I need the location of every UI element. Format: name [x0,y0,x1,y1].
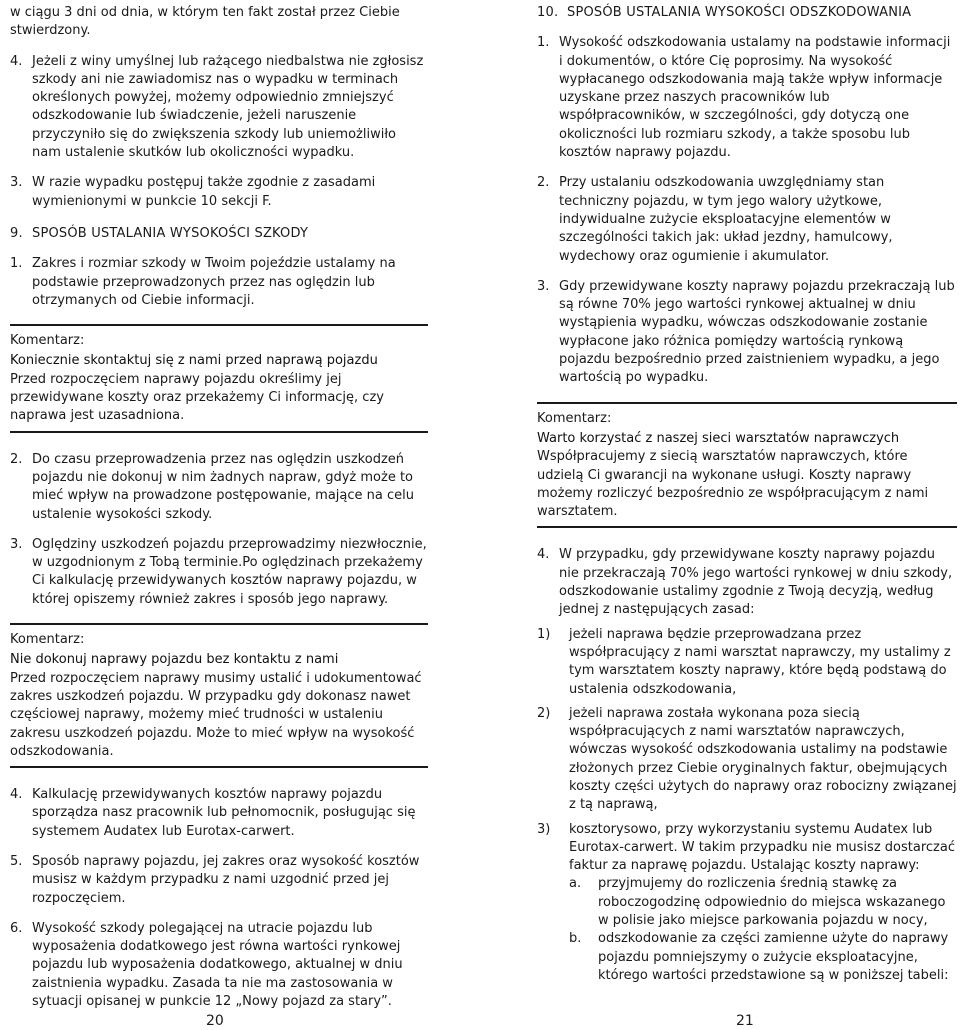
sub-list-item: 3) kosztorysowo, przy wykorzystaniu systemu Audatex lub Eurotax-carwert. W takim przypadku nie musisz dostarczać faktur za naprawę pojazdu. Ustalając koszty naprawy: [537,821,955,874]
sub-sub-list [569,875,957,985]
page-number-right: 21 [736,1013,754,1029]
comment-title: Koniecznie skontaktuj się z nami przed naprawą pojazdu [10,353,378,369]
comment-title: Nie dokonuj naprawy pojazdu bez kontaktu z nami [10,652,339,668]
sub-list-item: 2) jeżeli naprawa została wykonana poza siecią współpracujących z nami warsztatów naprawczych, wówczas wysokość odszkodowania ustalimy na podstawie złożonych przez Ciebie oryginalnych faktur, obejmujących koszty części użytych do naprawy oraz robocizny związanej z tą naprawą, [537,705,957,813]
intro-text: w ciągu 3 dni od dnia, w którym ten fakt został przez Ciebie stwierdzony. [10,5,400,39]
left-column [10,4,428,1023]
comment-box [10,623,428,768]
list-item: 6. Wysokość szkody polegającej na utracie pojazdu lub wyposażenia dodatkowego jest równa wartości rynkowej pojazdu lub wyposażenia dodatkowego, aktualnej w dniu zaistnienia wypadku. Zasada ta nie ma zastosowania w sytuacji opisanej w punkcie 12 „Nowy pojazd za stary”. [10,920,403,1010]
comment-label: Komentarz: [10,632,85,648]
comment-label: Komentarz: [537,410,612,426]
list-item: 4. W przypadku, gdy przewidywane koszty naprawy pojazdu nie przekraczają 70% jego wartości rynkowej w dniu szkody, odszkodowanie ustalimy zgodnie z Twoją decyzją, według jednej z następujących zasad: [537,547,953,618]
list-item: 2. Przy ustalaniu odszkodowania uwzględniamy stan techniczny pojazdu, w tym jego walory użytkowe, indywidualne zużycie eksploatacyjne elementów w szczególności takich jak: układ jezdny, hamulcowy, wydechowy oraz ogumienie i akumulator. [537,175,893,264]
comment-title: Warto korzystać z naszej sieci warsztatów naprawczych [537,430,900,446]
comment-body: Współpracujemy z siecią warsztatów naprawczych, które udzielą Ci gwarancji na wykonane usługi. Koszty naprawy możemy rozliczyć bezpośrednio ze współpracującym z nami warsztatem. [537,449,929,520]
sub-sub-list-item: b. odszkodowanie za części zamienne użyte do naprawy pojazdu pomniejszymy o zużycie eksploatacyjne, którego wartości przedstawione są w poniższej tabeli: [569,931,949,983]
comment-body: Przed rozpoczęciem naprawy pojazdu określimy jej przewidywane koszty oraz przekażemy Ci informację, czy naprawa jest uzasadniona. [10,371,384,424]
list-item: 3. Gdy przewidywane koszty naprawy pojazdu przekraczają lub są równe 70% jego wartości rynkowej aktualnej w dniu wystąpienia wypadku, wówczas odszkodowanie zostanie wypłacone jako różnica pomiędzy wartością rynkową pojazdu bezpośrednio przed zaistnieniem wypadku, a jego wartością po wypadku. [537,278,955,386]
comment-label: Komentarz: [10,333,85,349]
comment-box [537,402,957,529]
comment-box [10,324,428,432]
comment-body: Przed rozpoczęciem naprawy musimy ustalić i udokumentować zakres uszkodzeń pojazdu. W przypadku gdy dokonasz nawet częściowej naprawy, możemy mieć trudności w ustaleniu zakresu uszkodzeń pojazdu. Może to mieć wpływ na wysokość odszkodowania. [10,670,422,759]
list-item: 5. Sposób naprawy pojazdu, jej zakres oraz wysokość kosztów musisz w każdym przypadku z nami uzgodnić przed jej rozpoczęciem. [10,853,420,906]
page-number-left: 20 [206,1013,224,1029]
sub-list-item: 1) jeżeli naprawa będzie przeprowadzana przez współpracujący z nami warsztat naprawczy, my ustalimy z tym warsztatem koszty naprawy, które będą podstawą do ustalenia odszkodowania, [537,626,951,697]
right-column [537,4,957,985]
list-item: 3. Oględziny uszkodzeń pojazdu przeprowadzimy niezwłocznie, w uzgodnionym z Tobą terminie.Po oględzinach przekażemy Ci kalkulację przewidywanych kosztów naprawy pojazdu, w której opiszemy również zakres i sposób jego naprawy. [10,536,427,607]
sub-sub-list-item: a. przyjmujemy do rozliczenia średnią stawkę za roboczogodzinę odpowiednio do miejsca wskazanego w polisie jako miejsce parkowania pojazdu w nocy, [569,876,946,929]
section-heading-9: 9. SPOSÓB USTALANIA WYSOKOŚCI SZKODY [10,225,309,241]
list-item: 3. W razie wypadku postępuj także zgodnie z zasadami wymienionymi w punkcie 10 sekcji F. [10,175,376,209]
list-item: 4. Jeżeli z winy umyślnej lub rażącego niedbalstwa nie zgłosisz szkody ani nie zawiadomisz nas o wypadku w terminach określonych powyżej, możemy odpowiednio zmniejszyć odszkodowanie lub świadczenie, jeżeli naruszenie przyczyniło się do zwiększenia szkody lub uniemożliwiło nam ustalenie skutków lub okoliczności wypadku. [10,53,424,161]
list-item: 1. Zakres i rozmiar szkody w Twoim pojeździe ustalamy na podstawie przeprowadzonych przez nas oględzin lub otrzymanych od Ciebie informacji. [10,256,396,308]
section-heading-10: 10. SPOSÓB USTALANIA WYSOKOŚCI ODSZKODOWANIA [537,5,912,20]
list-item: 1. Wysokość odszkodowania ustalamy na podstawie informacji i dokumentów, o które Cię poprosimy. Na wysokość wypłacanego odszkodowania mają także wpływ informacje uzyskane przez naszych pracowników lub współpracowników, w szczególności, gdy dotyczą one okoliczności lub rozmiaru szkody, a także sposobu lub kosztów naprawy pojazdu. [537,35,951,161]
list-item: 4. Kalkulację przewidywanych kosztów naprawy pojazdu sporządza nasz pracownik lub pełnomocnik, posługując się systemem Audatex lub Eurotax-carwert. [10,787,416,839]
list-item: 2. Do czasu przeprowadzenia przez nas oględzin uszkodzeń pojazdu nie dokonuj w nim żadnych napraw, gdyż może to mieć wpływ na prowadzone postępowanie, mające na celu ustalenie wysokości szkody. [10,451,415,522]
